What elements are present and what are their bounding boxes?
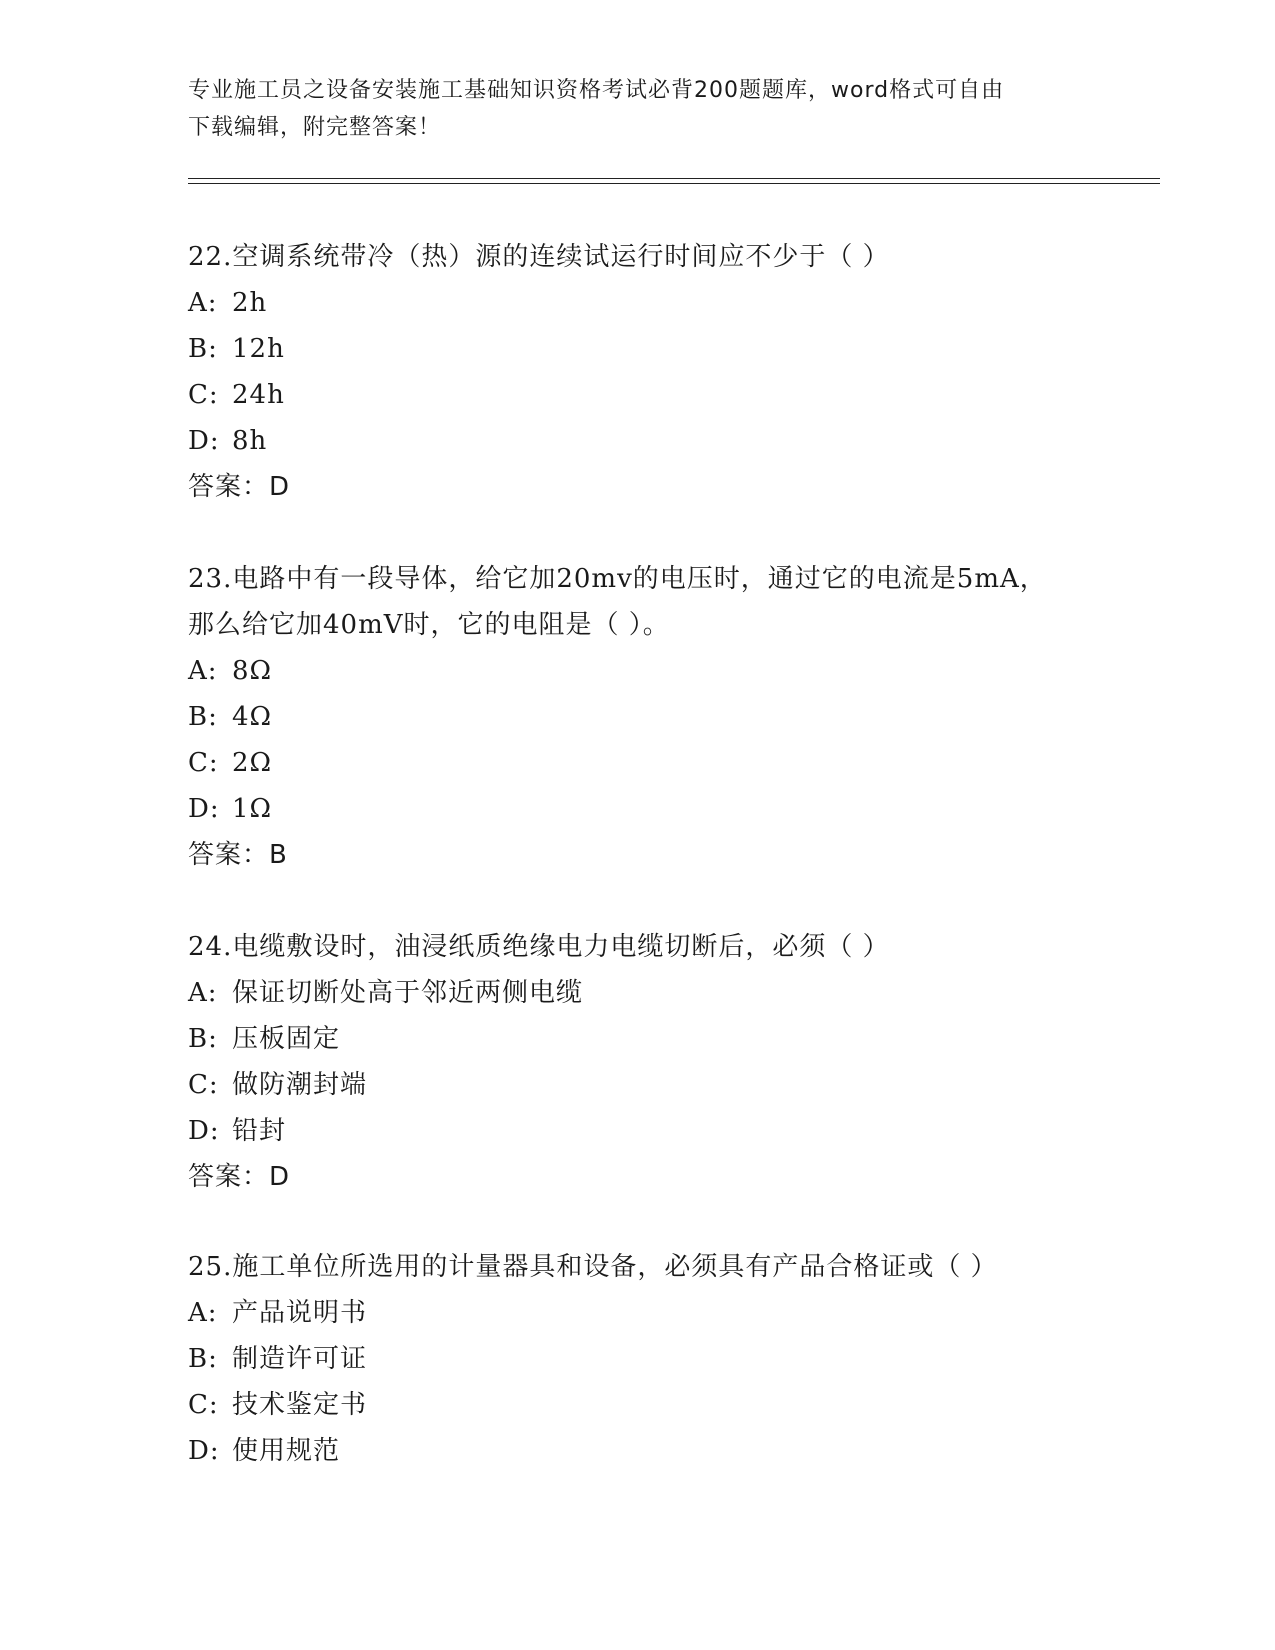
option-a [188,280,1088,326]
option-a [188,970,1088,1016]
option-letter: C: [188,1390,219,1420]
option-letter: C: [188,1070,219,1100]
option-letter: C: [188,748,219,778]
option-c [188,1062,1088,1108]
option-text: 制造许可证 [232,1344,368,1374]
answer-label: 答案：D [188,472,291,502]
question-24 [188,924,1088,1200]
question-stem: 24.电缆敷设时，油浸纸质绝缘电力电缆切断后，必须（ ） [188,932,890,962]
option-letter: A: [188,1298,218,1328]
option-text: 铅封 [232,1116,287,1146]
answer-label: 答案：D [188,1162,291,1192]
option-letter: C: [188,380,219,410]
option-d [188,1108,1088,1154]
option-c [188,1382,1088,1428]
option-text: 2h [232,288,268,318]
option-text: 产品说明书 [232,1298,368,1328]
option-text: 24h [232,380,285,410]
option-b [188,694,1088,740]
option-letter: B: [188,1024,218,1054]
option-letter: B: [188,1344,218,1374]
option-text: 1Ω [232,794,273,824]
option-b [188,1336,1088,1382]
question-23 [188,556,1088,878]
option-c [188,372,1088,418]
option-letter: A: [188,978,218,1008]
option-text: 做防潮封端 [232,1070,368,1100]
option-text: 12h [232,334,285,364]
option-letter: D: [188,1436,220,1466]
option-a [188,648,1088,694]
option-text: 8Ω [232,656,273,686]
option-text: 8h [232,426,268,456]
option-c [188,740,1088,786]
option-d [188,418,1088,464]
option-letter: A: [188,288,218,318]
option-text: 保证切断处高于邻近两侧电缆 [232,978,584,1008]
header-divider-bottom [188,183,1160,184]
question-stem: 25.施工单位所选用的计量器具和设备，必须具有产品合格证或（ ） [188,1252,998,1282]
option-letter: D: [188,1116,220,1146]
option-d [188,1428,1088,1474]
option-text: 使用规范 [232,1436,341,1466]
question-22 [188,234,1088,510]
answer-label: 答案：B [188,840,288,870]
option-letter: A: [188,656,218,686]
header-line-2: 下载编辑，附完整答案！ [188,115,442,140]
option-letter: B: [188,702,218,732]
option-letter: B: [188,334,218,364]
option-letter: D: [188,426,220,456]
option-text: 2Ω [232,748,273,778]
option-text: 4Ω [232,702,273,732]
option-a [188,1290,1088,1336]
question-stem-line-2: 那么给它加40mV时，它的电阻是（ ）。 [188,610,670,640]
option-text: 技术鉴定书 [232,1390,368,1420]
question-stem: 22.空调系统带冷（热）源的连续试运行时间应不少于（ ） [188,242,890,272]
question-stem-line-1: 23.电路中有一段导体，给它加20mv的电压时，通过它的电流是5mA， [188,564,1047,594]
option-b [188,1016,1088,1062]
option-b [188,326,1088,372]
header-line-1: 专业施工员之设备安装施工基础知识资格考试必背200题题库，word格式可自由 [188,78,1005,103]
header-divider-top [188,178,1160,179]
document-header [188,72,1088,146]
option-letter: D: [188,794,220,824]
option-text: 压板固定 [232,1024,341,1054]
option-d [188,786,1088,832]
question-25 [188,1244,1088,1474]
